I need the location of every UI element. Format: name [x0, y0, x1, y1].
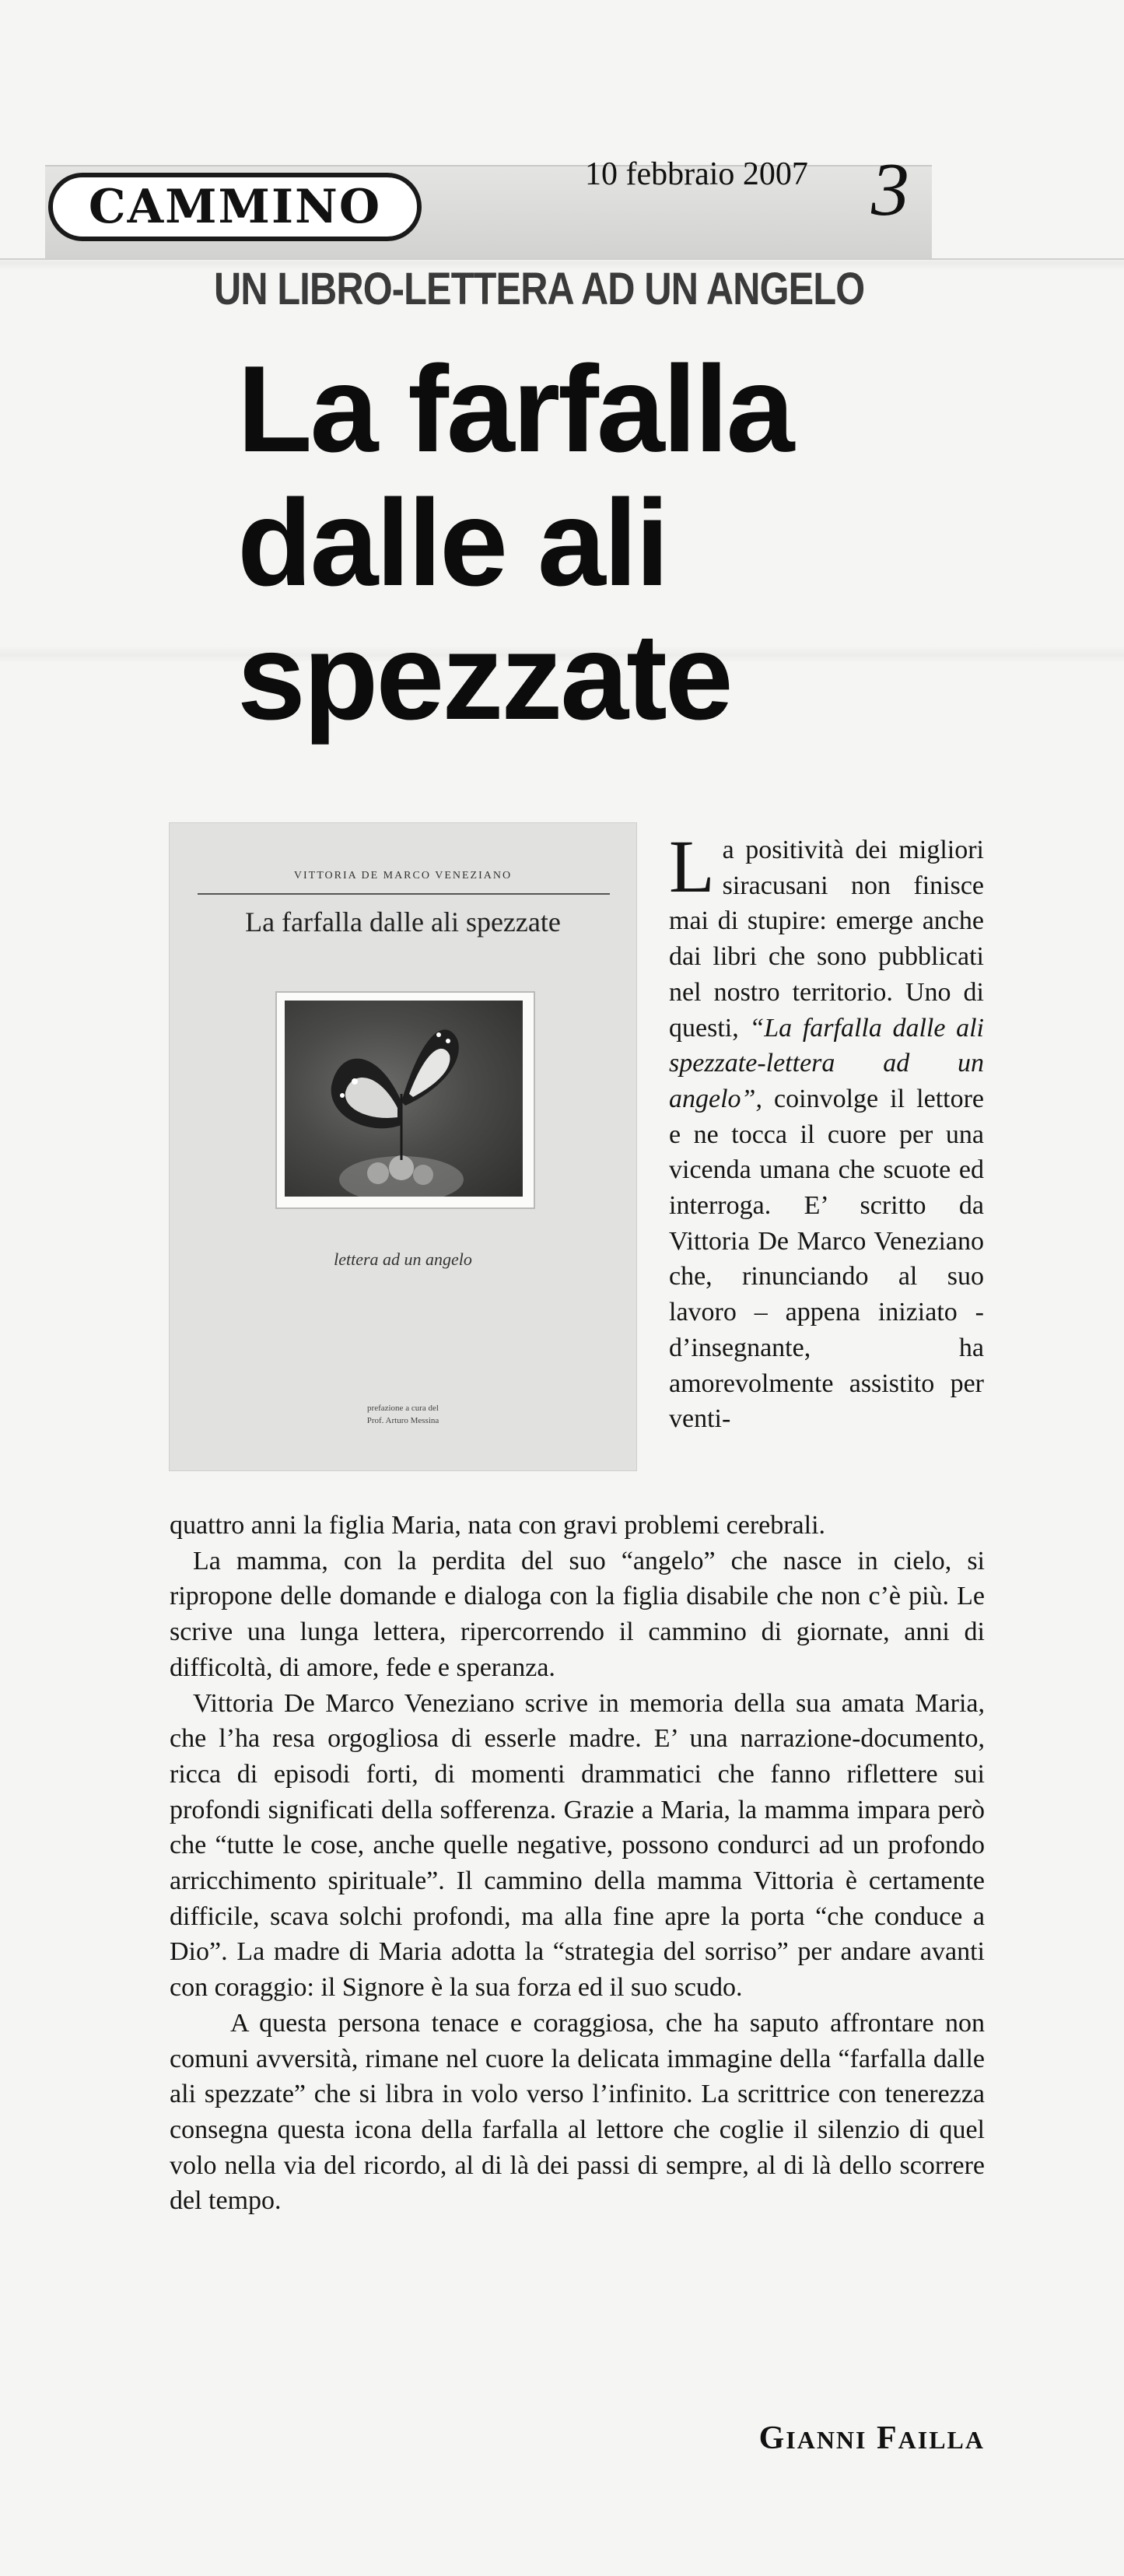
byline-initial: F	[876, 2420, 898, 2456]
byline-smallcaps: IANNI	[786, 2426, 867, 2454]
body-paragraph: La mamma, con la perdita del suo “angelo” che nasce in cielo, si ripropone delle domande e dialoga con la figlia disabile che non c’è più. Le scrive una lunga lettera, ripercorrendo il cammino di giornate, anni di difficoltà, di amore, fede e speranza.	[170, 1546, 985, 1682]
book-cover-author: VITTORIA DE MARCO VENEZIANO	[293, 870, 513, 881]
masthead-rule	[0, 258, 1124, 260]
issue-date: 10 febbraio 2007	[585, 156, 808, 192]
byline-initial: G	[758, 2420, 786, 2456]
article-intro-column	[669, 825, 984, 1437]
book-cover-rule	[198, 893, 610, 895]
newspaper-logo-text: CAMMINO	[88, 180, 382, 234]
intro-text-continued: coinvolge il lettore e ne tocca il cuore per una vicenda umana che scuote ed interroga. E’ scritto da Vittoria De Marco Veneziano che, rinunciando al suo lavoro – appena iniziato - d’insegnante, ha amorevolmente assistito per venti-	[669, 1084, 984, 1434]
page-number: 3	[871, 148, 909, 232]
byline-smallcaps: AILLA	[898, 2426, 985, 2454]
body-paragraph: quattro anni la figlia Maria, nata con gravi problemi cerebrali.	[170, 1511, 826, 1540]
headline-line: spezzate	[237, 608, 731, 745]
book-cover-title: La farfalla dalle ali spezzate	[245, 906, 561, 938]
book-cover-photo-frame	[275, 991, 535, 1209]
body-paragraph: Vittoria De Marco Veneziano scrive in memoria della sua amata Maria, che l’ha resa orgogliosa di esserle madre. E’ una narrazione-documento, ricca di episodi forti, di momenti drammatici che fanno riflettere sui profondi significati della sofferenza. Grazie a Maria, la mamma impara però che “tutte le cose, anche quelle negative, possono condurci ad un profondo arricchimento spirituale”. Il cammino della mamma Vittoria è certamente difficile, scava solchi profondi, ma alla fine apre la porta “che conduce a Dio”. La madre di Maria adotta la “strategia del sorriso” per andare avanti con coraggio: il Signore è la sua forza ed il suo scudo.	[170, 1688, 985, 2003]
book-cover-subtitle: lettera ad un angelo	[334, 1249, 472, 1269]
intro-text: a positività dei migliori siracusani non finisce mai di stupire: emerge anche dai libri che sono pubblicati nel nostro territorio. Uno di questi,	[669, 836, 984, 1043]
book-cover-image	[170, 823, 636, 1470]
headline-line: dalle ali	[237, 475, 667, 612]
newspaper-logo	[48, 173, 422, 241]
article-headline	[237, 342, 891, 744]
book-cover-preface-line: Prof. Arturo Messina	[366, 1416, 439, 1425]
headline-line: La farfalla	[237, 341, 793, 478]
article-kicker: UN LIBRO-LETTERA AD UN ANGELO	[214, 264, 865, 314]
butterfly-icon	[285, 1001, 523, 1197]
book-cover-preface-line: prefazione a cura del	[367, 1404, 439, 1413]
body-paragraph: A questa persona tenace e coraggiosa, che ha saputo affrontare non comuni avversità, rimane nel cuore la delicata immagine della “farfalla dalle ali spezzate” che si libra in volo verso l’infinito. La scrittrice con tenerezza consegna questa icona della farfalla al lettore che coglie il silenzio di quel volo nella via del ricordo, al di là dei passi di sempre, al di là dello scorrere del tempo.	[170, 2008, 985, 2216]
butterfly-photo	[285, 1001, 523, 1197]
book-cover-preface	[170, 1402, 636, 1427]
drop-cap: L	[669, 825, 715, 908]
article-byline	[700, 2420, 985, 2457]
book-title-citation: “La farfalla dalle ali spezzate-lettera ad un angelo”,	[669, 1013, 984, 1113]
article-body	[170, 1508, 985, 2219]
